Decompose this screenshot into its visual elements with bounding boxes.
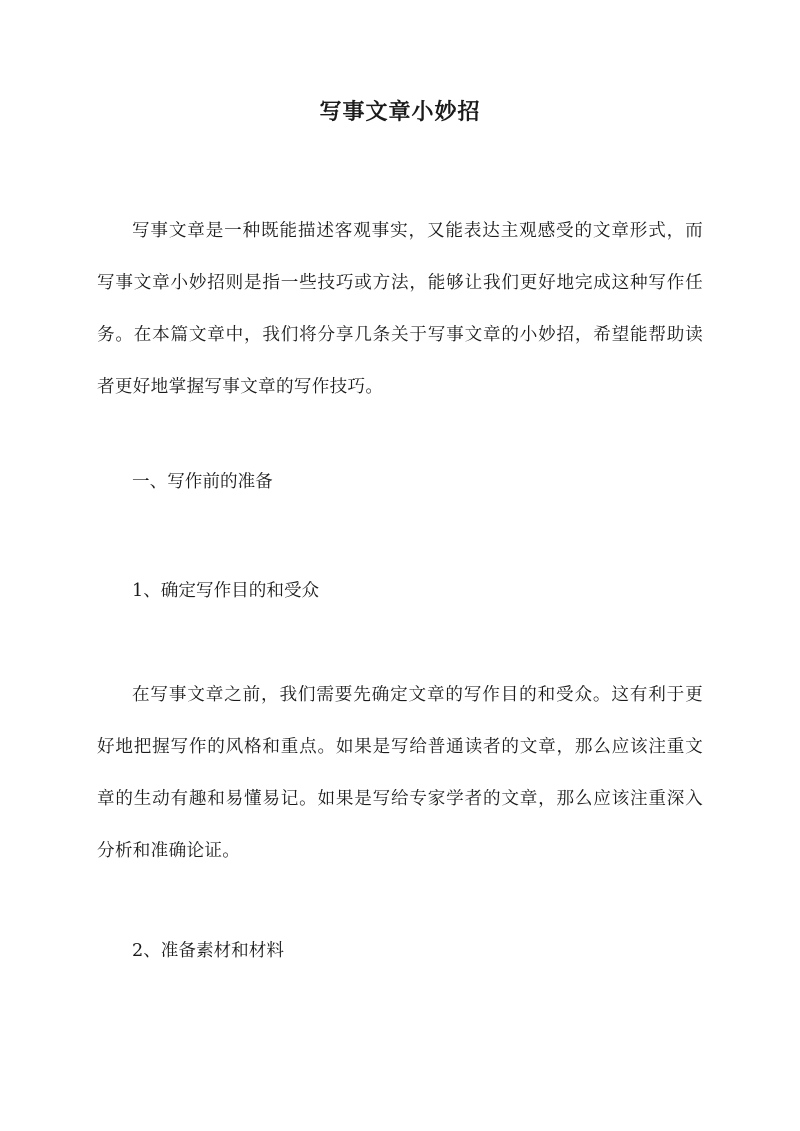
section-heading-preparation: 一、写作前的准备 xyxy=(132,472,273,492)
subsection-heading-materials: 2、准备素材和材料 xyxy=(132,941,284,961)
subsection-heading-purpose-audience: 1、确定写作目的和受众 xyxy=(132,581,320,601)
intro-paragraph: 写事文章是一种既能描述客观事实，又能表达主观感受的文章形式，而写事文章小妙招则是指一些技巧或方法，能够让我们更好地完成这种写作任务。在本篇文章中，我们将分享几条关于写事文章的小妙招，希望能帮助读者更好地掌握写事文章的写作技巧。 xyxy=(97,221,703,397)
document-title: 写事文章小妙招 xyxy=(319,99,481,125)
purpose-audience-paragraph: 在写事文章之前，我们需要先确定文章的写作目的和受众。这有利于更好地把握写作的风格和重点。如果是写给普通读者的文章，那么应该注重文章的生动有趣和易懂易记。如果是写给专家学者的文章，那么应该注重深入分析和准确论证。 xyxy=(97,685,703,861)
